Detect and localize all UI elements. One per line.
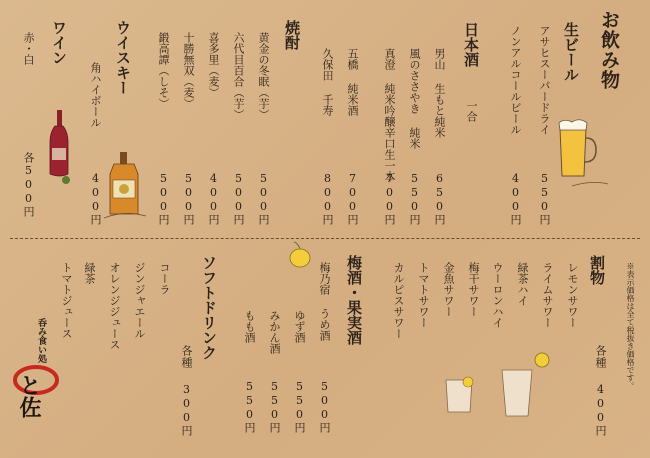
sake-item-price: 700円	[346, 172, 359, 226]
soft-item: 緑茶	[83, 262, 96, 284]
sake-item-price: 800円	[321, 172, 334, 226]
wari-item: トマトサワー	[417, 262, 430, 328]
wari-item: レモンサワー	[566, 262, 579, 328]
sake-unit: 一合	[465, 100, 478, 122]
soft-item: トマトジュース	[60, 262, 73, 339]
sake-heading: 日本酒	[462, 22, 480, 67]
sake-item-name: 久保田 千寿	[321, 48, 334, 116]
shop-subtitle: 呑み食い処	[36, 318, 46, 363]
shochu-heading: 焼酎	[283, 20, 301, 50]
wari-item: ウーロンハイ	[491, 262, 504, 328]
beer-item-name: ノンアルコールビール	[509, 25, 522, 135]
sake-item-name: 風のささやき 純米	[408, 48, 421, 149]
sake-item-price: 700円	[383, 172, 396, 226]
umeshu-item-price: 500円	[318, 380, 331, 434]
wari-heading: 割物	[588, 255, 606, 285]
section-divider	[10, 238, 640, 239]
whisky-item-price: 400円	[89, 172, 102, 226]
soft-item: ジンジャエール	[133, 262, 146, 339]
wari-item: 金魚サワー	[442, 262, 455, 317]
sake-item-price: 650円	[433, 172, 446, 226]
shochu-item-price: 500円	[182, 172, 195, 226]
shochu-item-name: 喜多里（麦）	[207, 32, 220, 98]
wine-item-name: 赤・白	[22, 32, 35, 65]
sake-item-name: 真澄 純米吟醸辛口生一本	[383, 48, 396, 182]
sour-glasses-icon	[440, 340, 550, 420]
menu-title: お飲み物	[598, 10, 620, 90]
soft-item: オレンジジュース	[108, 262, 121, 350]
umeshu-item-name: 梅乃宿 うめ酒	[318, 262, 331, 341]
shochu-item-name: 鍛高譚（しそ）	[157, 32, 170, 109]
soft-heading: ソフトドリンク	[200, 255, 218, 360]
sake-item-name: 男山 生もと純米	[433, 48, 446, 138]
wari-price: 各種 400円	[594, 345, 607, 437]
whisky-heading: ウイスキー	[114, 20, 132, 95]
shochu-item-price: 500円	[157, 172, 170, 226]
wari-item: ライムサワー	[541, 262, 554, 328]
umeshu-item-name: みかん酒	[268, 310, 281, 354]
wine-item-price: 各500円	[22, 152, 35, 218]
wine-bottle-icon	[46, 108, 76, 190]
beer-item-price: 550円	[538, 172, 551, 226]
umeshu-item-name: ゆず酒	[293, 310, 306, 343]
beer-item-name: アサヒスーパードライ	[538, 25, 551, 135]
lemon-icon	[286, 240, 314, 270]
umeshu-heading: 梅酒・果実酒	[345, 255, 363, 345]
wine-heading: ワイン	[50, 20, 68, 65]
shochu-item-price: 500円	[232, 172, 245, 226]
shochu-item-name: 十勝無双（麦）	[182, 32, 195, 109]
beer-item-price: 400円	[509, 172, 522, 226]
beer-mug-icon	[552, 118, 612, 193]
beer-heading: 生ビール	[562, 22, 580, 82]
umeshu-item-price: 550円	[293, 380, 306, 434]
shochu-item-price: 500円	[257, 172, 270, 226]
wari-item: カルピスサワー	[392, 262, 405, 339]
shochu-item-name: 六代目百合（芋）	[232, 32, 245, 120]
whisky-item-name: 角ハイボール	[89, 62, 102, 128]
umeshu-item-price: 550円	[268, 380, 281, 434]
umeshu-item-price: 550円	[243, 380, 256, 434]
tax-note: ※表示価格は全て税抜き価格です。	[626, 262, 635, 390]
wari-item: 緑茶ハイ	[516, 262, 529, 306]
soft-price: 各種 300円	[180, 345, 193, 437]
sake-item-price: 550円	[408, 172, 421, 226]
whisky-bottle-icon	[104, 150, 146, 220]
wari-item: 梅干サワー	[467, 262, 480, 317]
shochu-item-price: 400円	[207, 172, 220, 226]
shop-name: と佐	[16, 374, 42, 418]
sake-item-name: 五橋 純米酒	[346, 48, 359, 116]
soft-item: コーラ	[158, 262, 171, 295]
umeshu-item-name: もも酒	[243, 310, 256, 343]
shochu-item-name: 黄金の冬眠（芋）	[257, 32, 270, 120]
